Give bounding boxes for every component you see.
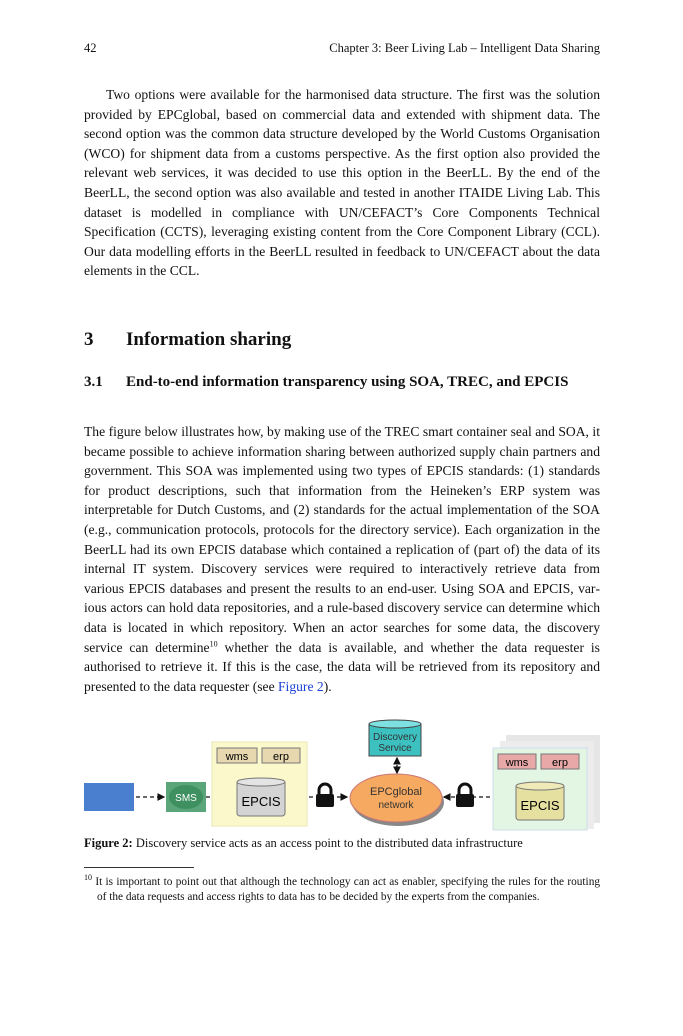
epcglobal-label: EPCglobal [370,786,422,798]
running-header [84,41,600,56]
running-title: Chapter 3: Beer Living Lab – Intelligent Data Sharing [329,41,600,55]
figure-caption [84,836,523,851]
erp-label: erp [273,751,289,763]
text: The figure below illustrates how, by making use of the TREC smart container seal and SOA, it became possible to achieve information sharing between authorized supply chain partners and government. This SOA was implemented using two types of EPCIS standards: (1) standards for product descriptions, such that information from the Heineken’s ERP system was interpretable for Dutch Customs, and (2) standards for the actual implementation of the SOA (e.g., communication protocols, protocols for the directory service). Each organization in the BeerLL had its own EPCIS database which contained a replication of (part of) the data of its internal IT system. Discovery services were required to interactively retrieve data from various EPCIS databases and present the results to an end-user. Using SOA and EPCIS, various actors can hold data repositories, and a rule-based discovery service can determine which data is located in which repository. When an actor searches for some data, the discovery service can determine [84,424,600,655]
footnote-text: It is important to point out that although the technology can act as enabler, specifying the rules for the routing of the data requests and access rights to data has to be decided by the experts from the companies. [92,876,600,903]
section-number: 3 [84,329,94,350]
footnote-divider [84,867,194,868]
service-label: Service [378,743,412,754]
subsection-title: End-to-end information transparency using SOA, TREC, and EPCIS [126,374,569,390]
epcis-label: EPCIS [241,794,281,809]
sms-label: SMS [175,793,197,804]
section-heading [84,329,291,351]
erp-label: erp [552,757,568,769]
footnote-number: 10 [84,873,92,883]
discovery-label: Discovery [373,732,417,743]
text: ). [323,678,332,694]
paragraph-harmonised-data: Two options were available for the harmonised data structure. The first was the solution provided by EPCglobal, based on commercial data and extended with shipment data. The second option was the common data structure developed by the World Customs Organisation (WCO) for shipment data from a customs perspective. As the first option also provided the relevant web services, it was decided to use this option in the BeerLL. By the end of the BeerLL, the second option was also available and tested in another ITAIDE Living Lab. This dataset is modelled in compliance with UN/CEFACT’s Core Components Technical Specification (CCTS), leveraging existing content from the Core Component Library (CCL). Our data modelling efforts in the BeerLL resulted in feedback to UN/CEFACT about the data elements in the CCL. [84,87,600,279]
lock-icon [316,784,334,807]
lock-icon [456,784,474,807]
subsection-heading [84,373,596,393]
subsection-number: 3.1 [84,374,103,390]
wms-label: wms [225,751,249,763]
figure-discovery-service [84,718,604,833]
paragraph-information-sharing [84,422,600,696]
footnote-ref[interactable]: 10 [209,639,218,648]
network-label: network [378,800,414,811]
text: whether the data is available, and whether the data requester is authorised to retrieve it. If this is the case, the data will be retrieved from its repository and presented to the data requester (see [84,639,600,694]
wms-label: wms [505,757,529,769]
shipping-container-icon [84,783,134,811]
caption-label: Figure 2: [84,836,133,850]
footnote [84,875,600,905]
caption-text: Discovery service acts as an access point to the distributed data infrastructure [132,836,523,850]
epcis-label: EPCIS [520,798,560,813]
page-number: 42 [84,41,97,55]
figure-link[interactable]: Figure 2 [278,678,324,694]
section-title: Information sharing [126,329,292,350]
